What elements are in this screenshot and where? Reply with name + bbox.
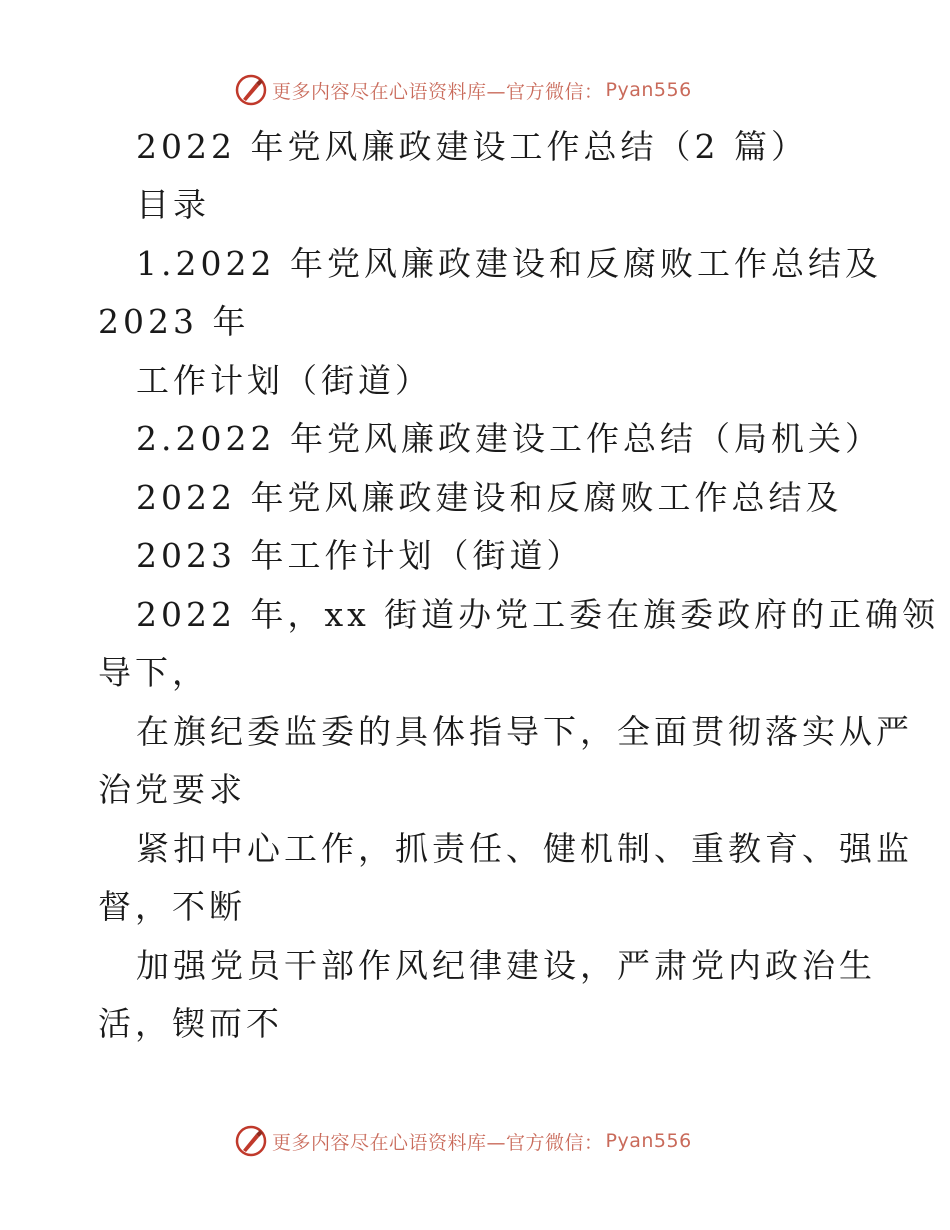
document-title: 2022 年党风廉政建设工作总结（2 篇） xyxy=(136,127,808,166)
paragraph-line: 2022 年，xx 街道办党工委在旗委政府的正确领 xyxy=(136,595,940,634)
watermark-text: 更多内容尽在心语资料库—官方微信： xyxy=(272,80,604,103)
watermark-footer xyxy=(234,1123,692,1159)
pen-logo-icon xyxy=(234,73,268,107)
section-heading-cont: 2023 年工作计划（街道） xyxy=(136,536,584,575)
paragraph-line: 活，锲而不 xyxy=(98,1004,283,1043)
paragraph-line: 在旗纪委监委的具体指导下，全面贯彻落实从严 xyxy=(136,712,913,751)
toc-item-1-cont2: 工作计划（街道） xyxy=(136,361,432,400)
section-heading: 2022 年党风廉政建设和反腐败工作总结及 xyxy=(136,478,843,517)
paragraph-line: 治党要求 xyxy=(98,770,246,809)
paragraph-line: 加强党员干部作风纪律建设，严肃党内政治生 xyxy=(136,946,876,985)
watermark-wechat-id: Pyan556 xyxy=(605,1130,692,1152)
paragraph-line: 督，不断 xyxy=(98,887,246,926)
paragraph-line: 导下， xyxy=(98,653,209,692)
toc-item-1-cont: 2023 年 xyxy=(98,302,250,341)
paragraph-line: 紧扣中心工作，抓责任、健机制、重教育、强监 xyxy=(136,829,913,868)
toc-heading: 目录 xyxy=(136,185,210,224)
watermark-wechat-id: Pyan556 xyxy=(605,79,692,101)
watermark-text: 更多内容尽在心语资料库—官方微信： xyxy=(272,1131,604,1154)
pen-logo-icon xyxy=(234,1124,268,1158)
toc-item-1: 1.2022 年党风廉政建设和反腐败工作总结及 xyxy=(136,244,882,283)
watermark-header xyxy=(234,72,692,108)
toc-item-2: 2.2022 年党风廉政建设工作总结（局机关） xyxy=(136,419,882,458)
